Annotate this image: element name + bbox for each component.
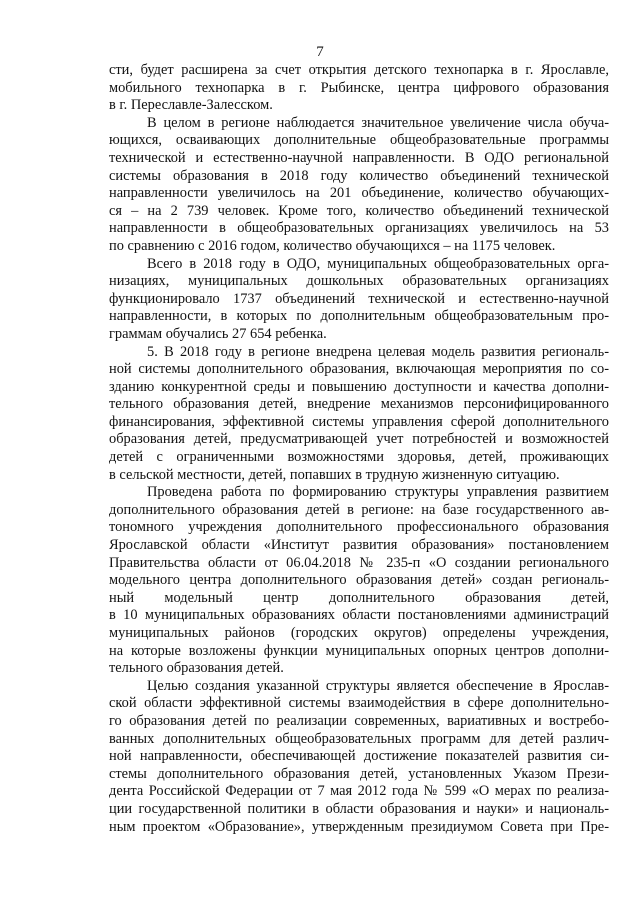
text-line: на которые возложены функции муниципальных опорных центров дополни- <box>109 642 609 659</box>
text-line: ской области эффективной системы взаимодействия в сфере дополнительно- <box>109 695 609 712</box>
text-line: ным проектом «Образование», утвержденным президиумом Совета при Пре- <box>109 818 609 835</box>
text-line: Целью создания указанной структуры является обеспечение в Ярослав- <box>147 677 609 694</box>
text-line: мобильного технопарка в г. Рыбинске, центра цифрового образования <box>109 79 609 96</box>
text-line: финансирования, эффективной системы управления сферой дополнительного <box>109 413 609 430</box>
text-line: ции государственной политики в области образования и науки» и националь- <box>109 800 609 817</box>
text-line: в 10 муниципальных образованиях области постановлениями администраций <box>109 607 609 624</box>
text-line: модельного центра дополнительного образования детей» создан региональ- <box>109 572 609 589</box>
text-line: муниципальных районов (городских округов) определены учреждения, <box>109 625 609 641</box>
text-line: тельного образования детей, внедрение механизмов персонифицированного <box>109 396 609 413</box>
text-line: по сравнению с 2016 годом, количество обучающихся – на 1175 человек. <box>109 237 556 254</box>
text-line: тономного учреждения дополнительного профессионального образования <box>109 519 609 536</box>
text-line: направленности увеличилось на 201 объединение, количество обучающих- <box>109 185 609 202</box>
text-line: Проведена работа по формированию структуры управления развитием <box>147 484 609 501</box>
text-line: ный модельный центр дополнительного образования детей, <box>109 589 609 606</box>
text-line: низациях, муниципальных дошкольных образовательных организациях <box>109 273 609 290</box>
document-body <box>109 62 609 836</box>
text-line: направленности в общеобразовательных организациях увеличилось на 53 <box>109 220 609 237</box>
text-line: зданию конкурентной среды и повышению доступности и качества дополни- <box>109 378 609 395</box>
text-line: дента Российской Федерации от 7 мая 2012 года № 599 «О мерах по реализа- <box>109 783 609 800</box>
text-line: ной направленности, обеспечивающей достижение показателей развития си- <box>109 748 609 765</box>
text-line: технической и естественно-научной направленности. В ОДО региональной <box>109 149 609 166</box>
text-line: дополнительного образования детей в регионе: на базе государственного ав- <box>109 501 609 518</box>
text-line: Правительства области от 06.04.2018 № 235-п «О создании регионального <box>109 554 609 571</box>
text-line: го образования детей по реализации современных, вариативных и востребо- <box>109 712 609 729</box>
text-line: Всего в 2018 году в ОДО, муниципальных общеобразовательных орга- <box>147 255 609 272</box>
text-line: образования детей, предусматривающей учет потребностей и возможностей <box>109 431 609 448</box>
text-line: ся – на 2 739 человек. Кроме того, количество объединений технической <box>109 202 609 219</box>
text-line: функционировало 1737 объединений технической и естественно-научной <box>109 290 609 307</box>
text-line: ной системы дополнительного образования, включающая мероприятия по со- <box>109 361 609 378</box>
text-line: стемы дополнительного образования детей, установленных Указом Прези- <box>109 765 609 782</box>
text-line: в г. Переславле-Залесском. <box>109 97 273 114</box>
text-line: сти, будет расширена за счет открытия детского технопарка в г. Ярославле, <box>109 62 609 78</box>
text-line: 5. В 2018 году в регионе внедрена целевая модель развития региональ- <box>147 343 609 360</box>
page-number: 7 <box>316 44 324 60</box>
text-line: системы образования в 2018 году количество объединений технической <box>109 167 609 184</box>
text-line: в сельской местности, детей, попавших в трудную жизненную ситуацию. <box>109 466 560 483</box>
text-line: В целом в регионе наблюдается значительное увеличение числа обуча- <box>147 114 609 131</box>
text-line: граммам обучались 27 654 ребенка. <box>109 325 327 342</box>
text-line: ванных дополнительных общеобразовательных программ для детей различ- <box>109 730 609 747</box>
text-line: направленности, в которых по дополнительным общеобразовательным про- <box>109 308 609 325</box>
text-line: ющихся, осваивающих дополнительные общеобразовательные программы <box>109 132 609 149</box>
text-line: Ярославской области «Институт развития образования» постановлением <box>109 537 609 554</box>
text-line: тельного образования детей. <box>109 660 284 677</box>
text-line: детей с ограниченными возможностями здоровья, детей, проживающих <box>109 449 609 466</box>
